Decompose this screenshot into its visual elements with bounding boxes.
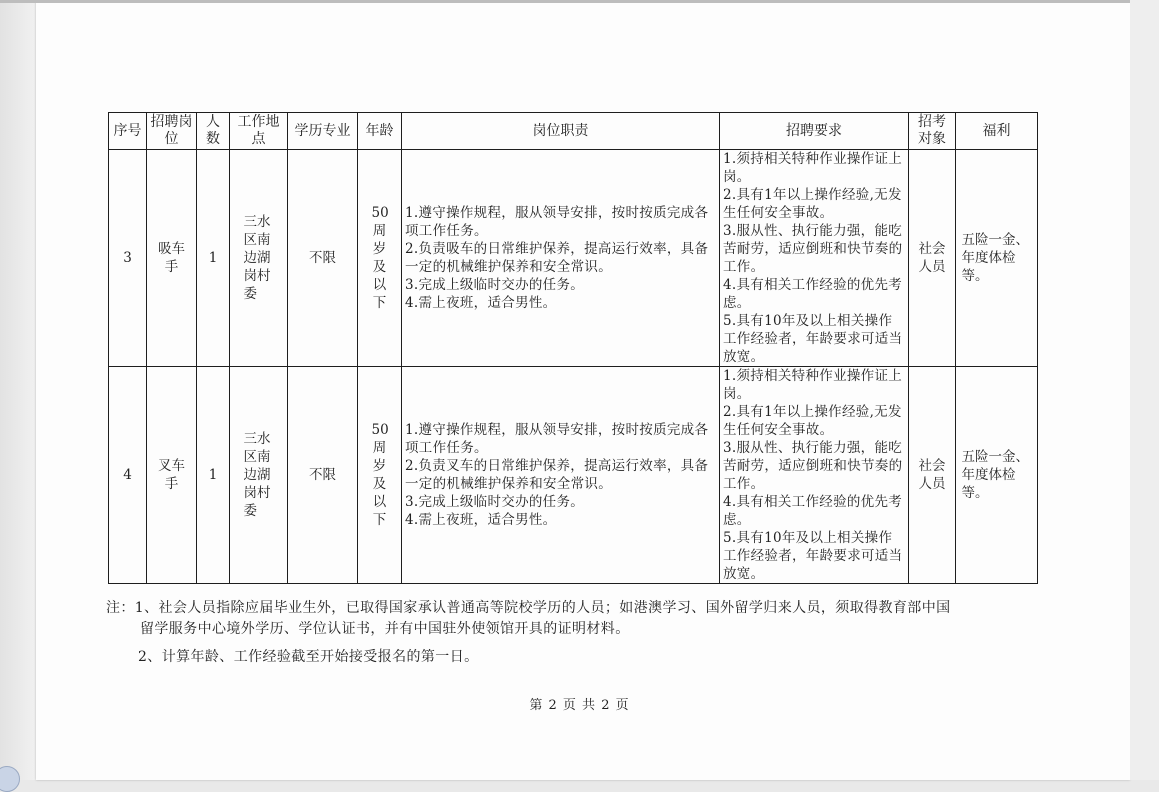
header-age: 年龄 (358, 113, 402, 150)
cell-welfare (956, 150, 1038, 367)
cell-count: 1 (197, 367, 230, 584)
location-text: 三水区南边湖岗村委 (243, 214, 271, 302)
duties-text: 1.遵守操作规程，服从领导安排，按时按质完成各项工作任务。 2.负责叉车的日常维护保养，提高运行效率，具备一定的机械维护保养和安全常识。 3.完成上级临时交办的任务。 4.需上夜班，适合男性。 (405, 422, 709, 528)
cell-duties (402, 150, 720, 367)
notes-section (106, 598, 1036, 668)
viewer-top-border (0, 0, 1159, 3)
cell-requirements (720, 367, 909, 584)
cell-count: 1 (197, 150, 230, 367)
note-1: 注：1、社会人员指除应届毕业生外，已取得国家承认普通高等院校学历的人员；如港澳学习、国外留学归来人员，须取得教育部中国 (106, 600, 951, 616)
note-1-continuation: 留学服务中心境外学历、学位认证书，并有中国驻外使领馆开具的证明材料。 (140, 621, 630, 637)
cell-age (358, 150, 402, 367)
header-duties: 岗位职责 (402, 113, 720, 150)
viewer-right-gutter (1130, 0, 1159, 780)
requirements-text: 1.须持相关特种作业操作证上岗。 2.具有1年以上操作经验,无发生任何安全事故。 3.服从性、执行能力强，能吃苦耐劳，适应倒班和快节奏的工作。 4.具有相关工作经验的优先考虑。 5.具有10年及以上相关操作工作经验者，年龄要求可适当放宽。 (723, 151, 903, 365)
cell-location (230, 150, 288, 367)
cell-welfare (956, 367, 1038, 584)
header-position: 招聘岗位 (147, 113, 197, 150)
age-text: 50周岁及以下 (371, 422, 389, 528)
cell-position (147, 150, 197, 367)
cell-age (358, 367, 402, 584)
recruitment-table (108, 112, 1038, 584)
header-education: 学历专业 (288, 113, 358, 150)
cell-position (147, 367, 197, 584)
cell-duties (402, 367, 720, 584)
page-number: 第 2 页 共 2 页 (529, 698, 630, 713)
position-text: 吸车手 (158, 241, 185, 275)
cell-location (230, 367, 288, 584)
header-welfare: 福利 (956, 113, 1038, 150)
header-count: 人数 (197, 113, 230, 150)
header-seq: 序号 (109, 113, 147, 150)
cell-education: 不限 (288, 150, 358, 367)
header-requirements: 招聘要求 (720, 113, 909, 150)
target-text: 社会人员 (918, 241, 946, 275)
age-text: 50周岁及以下 (371, 205, 389, 311)
header-location: 工作地点 (230, 113, 288, 150)
viewer-corner-icon[interactable] (0, 766, 20, 792)
note-2: 2、计算年龄、工作经验截至开始接受报名的第一日。 (138, 649, 479, 665)
cell-seq: 3 (109, 150, 147, 367)
table-row (109, 367, 1038, 584)
scan-edge (0, 0, 36, 780)
table-row (109, 150, 1038, 367)
cell-requirements (720, 150, 909, 367)
cell-target (909, 367, 956, 584)
requirements-text: 1.须持相关特种作业操作证上岗。 2.具有1年以上操作经验,无发生任何安全事故。 3.服从性、执行能力强，能吃苦耐劳，适应倒班和快节奏的工作。 4.具有相关工作经验的优先考虑。 5.具有10年及以上相关操作工作经验者，年龄要求可适当放宽。 (723, 368, 903, 582)
target-text: 社会人员 (918, 458, 946, 492)
position-text: 叉车手 (158, 458, 185, 492)
cell-seq: 4 (109, 367, 147, 584)
header-target: 招考对象 (909, 113, 956, 150)
location-text: 三水区南边湖岗村委 (243, 431, 271, 519)
welfare-text: 五险一金、年度体检等。 (961, 449, 1029, 501)
cell-target (909, 150, 956, 367)
table-header-row (109, 113, 1038, 150)
cell-education: 不限 (288, 367, 358, 584)
welfare-text: 五险一金、年度体检等。 (961, 232, 1029, 284)
duties-text: 1.遵守操作规程，服从领导安排，按时按质完成各项工作任务。 2.负责吸车的日常维护保养，提高运行效率，具备一定的机械维护保养和安全常识。 3.完成上级临时交办的任务。 4.需上夜班，适合男性。 (405, 205, 709, 311)
